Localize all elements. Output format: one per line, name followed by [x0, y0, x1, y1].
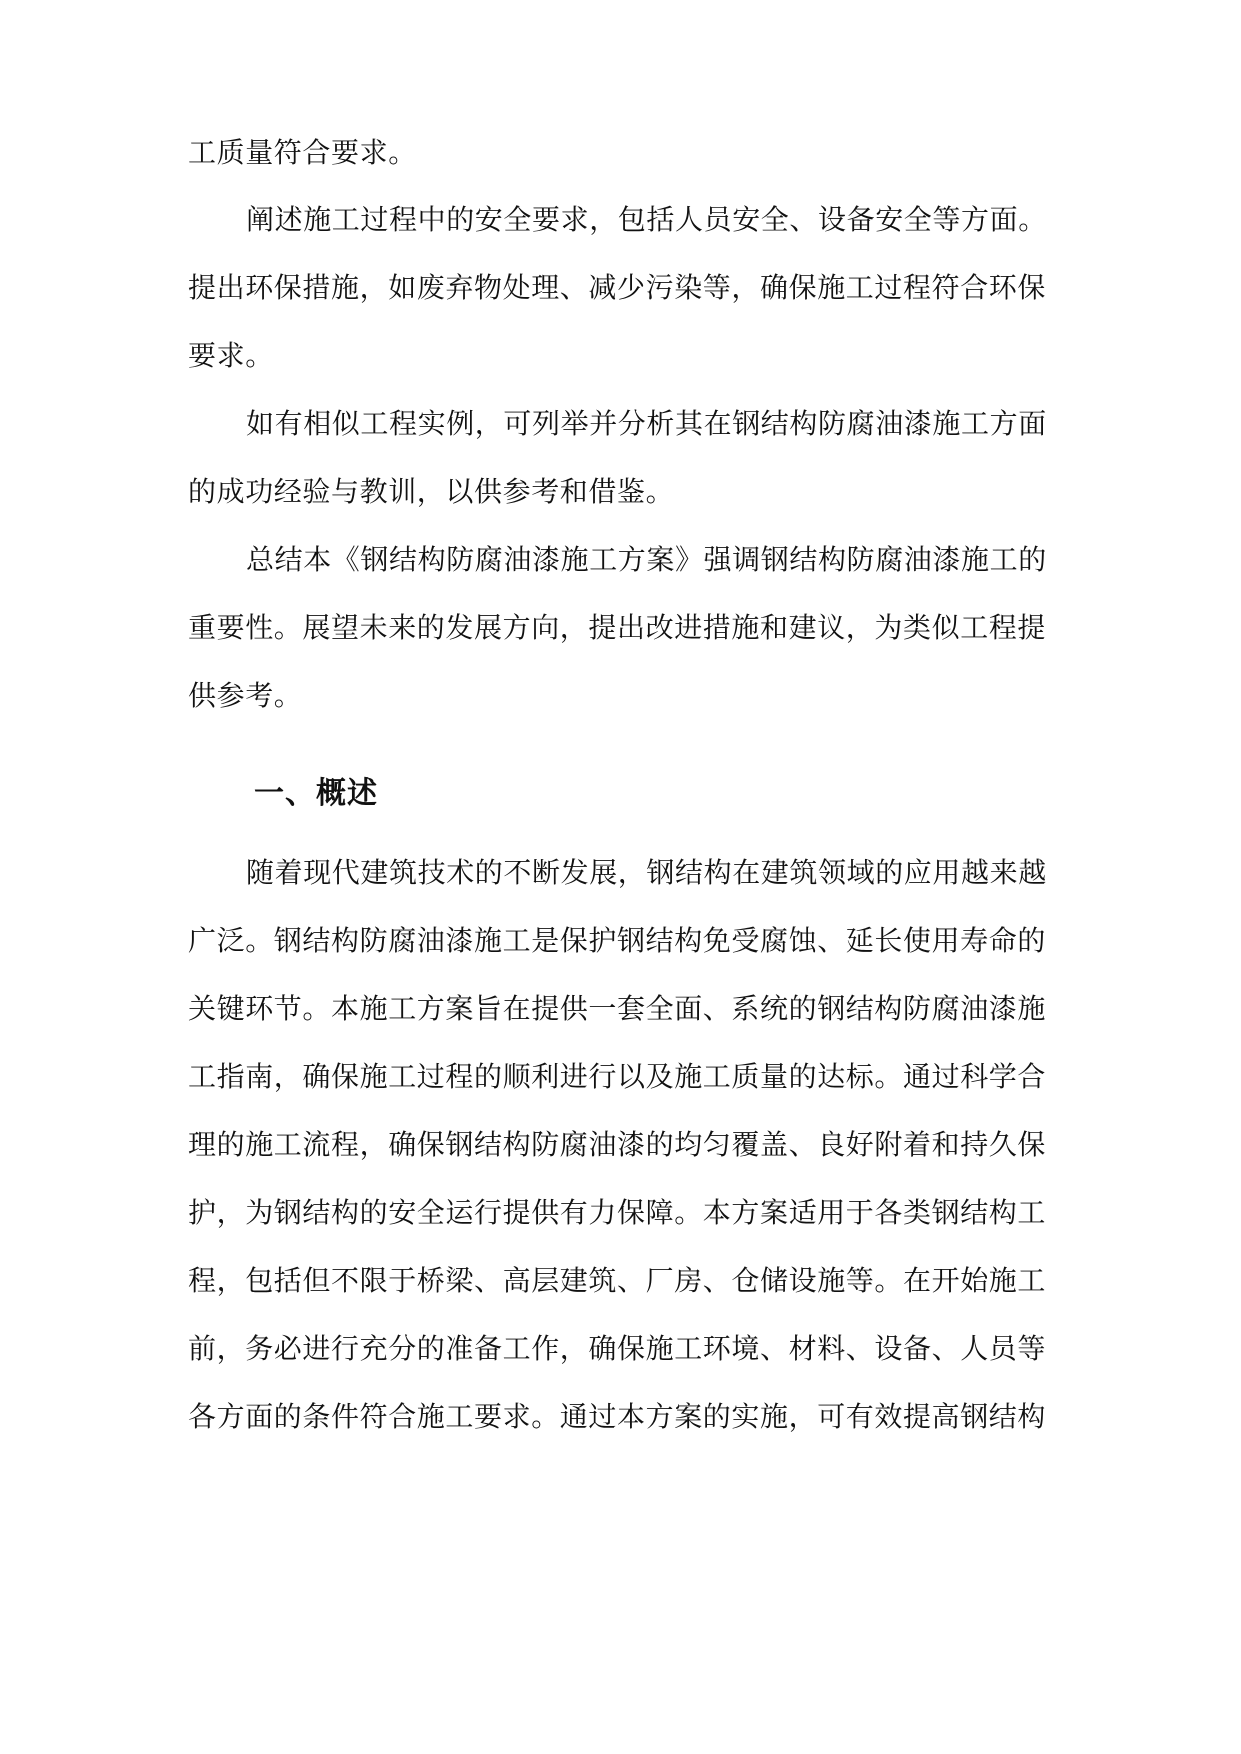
paragraph-line: 如有相似工程实例，可列举并分析其在钢结构防腐油漆施工方面 — [246, 407, 1047, 440]
paragraph-line: 供参考。 — [188, 679, 303, 712]
paragraph-line: 重要性。展望未来的发展方向，提出改进措施和建议，为类似工程提 — [188, 611, 1047, 644]
section-heading: 一、概述 — [254, 776, 378, 811]
paragraph-line: 工质量符合要求。 — [188, 136, 417, 169]
paragraph-line: 关键环节。本施工方案旨在提供一套全面、系统的钢结构防腐油漆施 — [188, 992, 1047, 1025]
paragraph-line: 理的施工流程，确保钢结构防腐油漆的均匀覆盖、良好附着和持久保 — [188, 1128, 1047, 1161]
paragraph-line: 前，务必进行充分的准备工作，确保施工环境、材料、设备、人员等 — [188, 1332, 1047, 1365]
paragraph-line: 的成功经验与教训，以供参考和借鉴。 — [188, 475, 675, 508]
paragraph-line: 要求。 — [188, 339, 274, 372]
paragraph-line: 随着现代建筑技术的不断发展，钢结构在建筑领域的应用越来越 — [246, 856, 1047, 889]
paragraph-line: 阐述施工过程中的安全要求，包括人员安全、设备安全等方面。 — [246, 203, 1047, 236]
paragraph-line: 工指南，确保施工过程的顺利进行以及施工质量的达标。通过科学合 — [188, 1060, 1047, 1093]
paragraph-line: 各方面的条件符合施工要求。通过本方案的实施，可有效提高钢结构 — [188, 1400, 1047, 1433]
paragraph-line: 广泛。钢结构防腐油漆施工是保护钢结构免受腐蚀、延长使用寿命的 — [188, 924, 1047, 957]
paragraph-line: 护，为钢结构的安全运行提供有力保障。本方案适用于各类钢结构工 — [188, 1196, 1047, 1229]
paragraph-line: 总结本《钢结构防腐油漆施工方案》强调钢结构防腐油漆施工的 — [246, 543, 1047, 576]
paragraph-line: 提出环保措施，如废弃物处理、减少污染等，确保施工过程符合环保 — [188, 271, 1047, 304]
paragraph-line: 程，包括但不限于桥梁、高层建筑、厂房、仓储设施等。在开始施工 — [188, 1264, 1047, 1297]
